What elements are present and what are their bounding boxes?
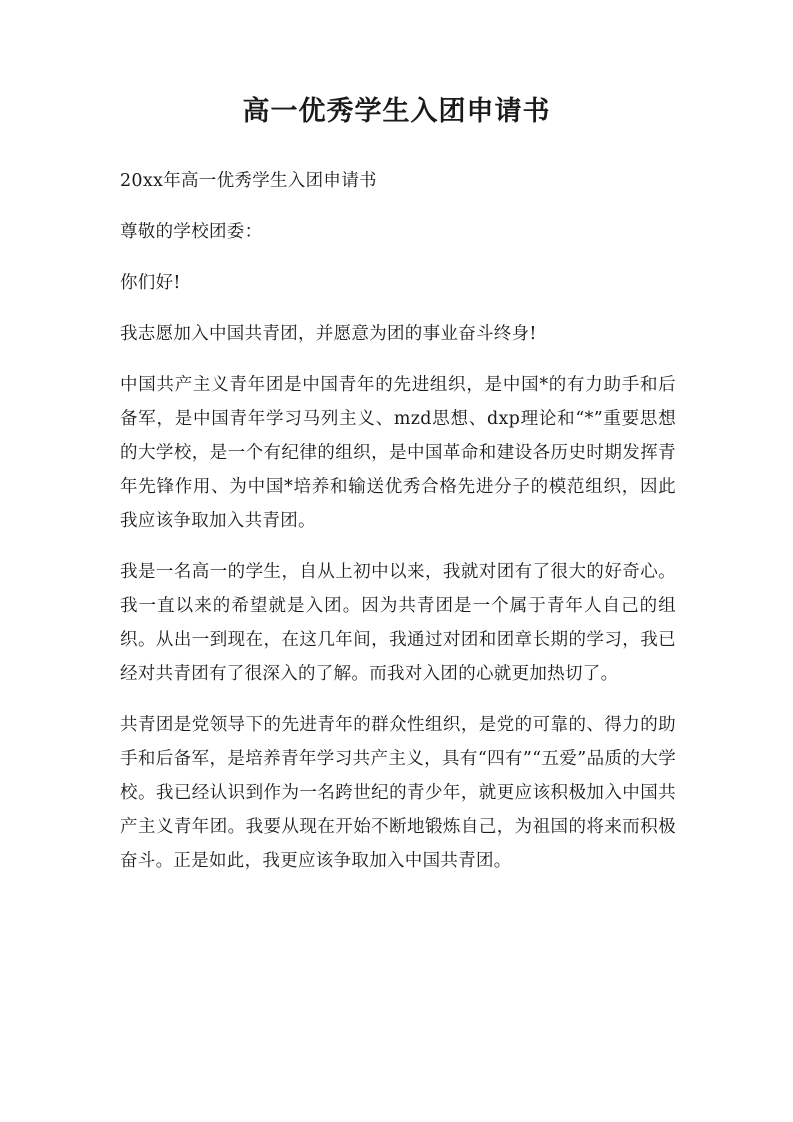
greeting: 你们好!	[120, 273, 181, 293]
document-title: 高一优秀学生入团申请书	[242, 96, 551, 127]
pledge-paragraph: 我志愿加入中国共青团，并愿意为团的事业奋斗终身!	[120, 324, 537, 344]
subtitle-line: 20xx年高一优秀学生入团申请书	[120, 171, 377, 191]
body-paragraph: 共青团是党领导下的先进青年的群众性组织，是党的可靠的、得力的助手和后备军，是培养青年学习共产主义，具有“四有”“五爱”品质的大学校。我已经认识到作为一名跨世纪的青少年，就更应该积极加入中国共产主义青年团。我要从现在开始不断地锻炼自己，为祖国的将来而积极奋斗。正是如此，我更应该争取加入中国共青团。	[120, 715, 676, 871]
document-body	[120, 164, 676, 895]
body-paragraph: 中国共产主义青年团是中国青年的先进组织，是中国*的有力助手和后备军，是中国青年学习马列主义、mzd思想、dxp理论和“*”重要思想的大学校，是一个有纪律的组织，是中国革命和建设各历史时期发挥青年先锋作用、为中国*培养和输送优秀合格先进分子的模范组织，因此我应该争取加入共青团。	[120, 375, 676, 531]
salutation: 尊敬的学校团委：	[120, 222, 263, 242]
body-paragraph: 我是一名高一的学生，自从上初中以来，我就对团有了很大的好奇心。我一直以来的希望就是入团。因为共青团是一个属于青年人自己的组织。从出一到现在，在这几年间，我通过对团和团章长期的学习，我已经对共青团有了很深入的了解。而我对入团的心就更加热切了。	[120, 562, 676, 684]
